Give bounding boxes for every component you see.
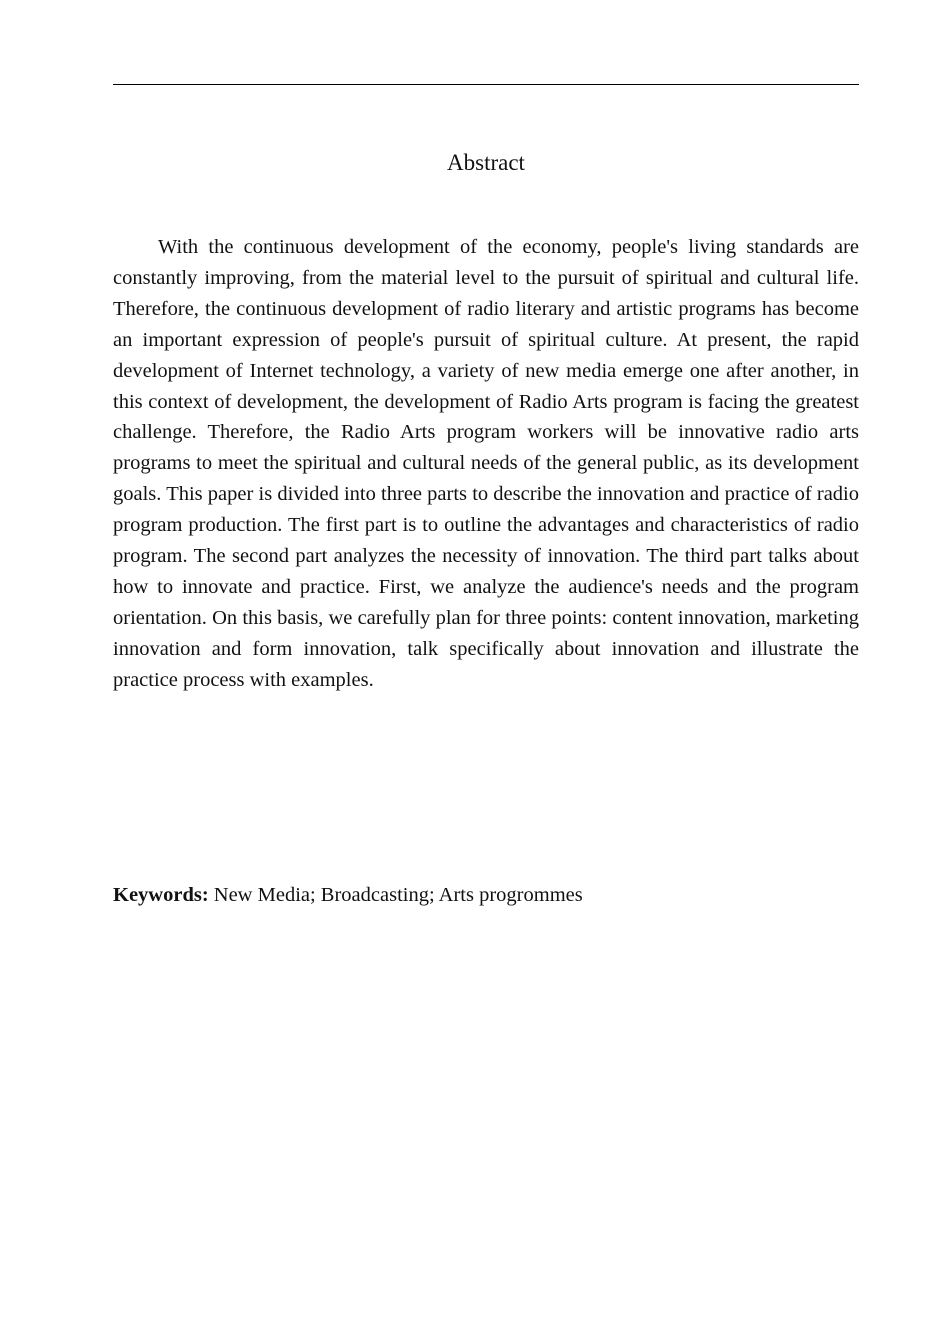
keywords-line bbox=[113, 880, 859, 910]
header-rule bbox=[113, 84, 859, 85]
abstract-body: With the continuous development of the economy, people's living standards are constantly improving, from the material level to the pursuit of spiritual and cultural life. Therefore, the continuous development of radio literary and artistic programs has become an important expression of people's pursuit of spiritual culture. At present, the rapid development of Internet technology, a variety of new media emerge one after another, in this context of development, the development of Radio Arts program is facing the greatest challenge. Therefore, the Radio Arts program workers will be innovative radio arts programs to meet the spiritual and cultural needs of the general public, as its development goals. This paper is divided into three parts to describe the innovation and practice of radio program production. The first part is to outline the advantages and characteristics of radio program. The second part analyzes the necessity of innovation. The third part talks about how to innovate and practice. First, we analyze the audience's needs and the program orientation. On this basis, we carefully plan for three points: content innovation, marketing innovation and form innovation, talk specifically about innovation and illustrate the practice process with examples. bbox=[113, 236, 859, 691]
abstract-title: Abstract bbox=[447, 150, 525, 175]
keywords-label: Keywords: bbox=[113, 884, 209, 906]
keywords-value: New Media; Broadcasting; Arts progrommes bbox=[208, 884, 583, 906]
